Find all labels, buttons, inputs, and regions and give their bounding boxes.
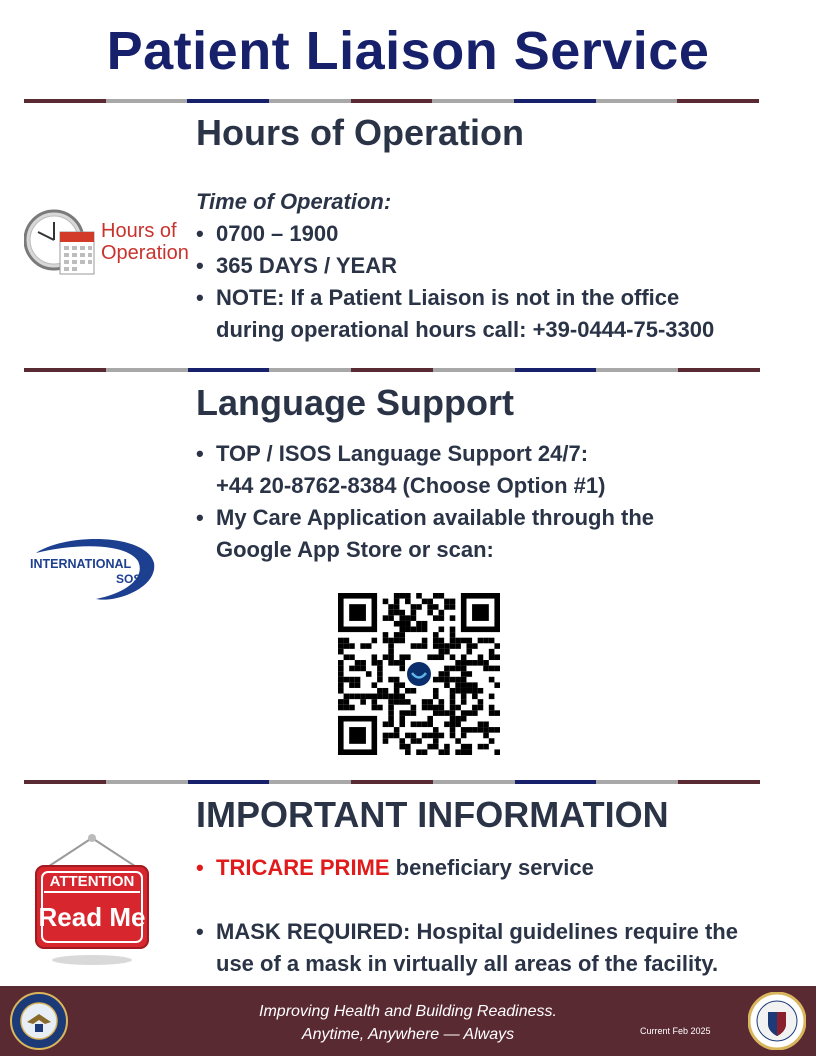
divider-segment — [432, 99, 514, 103]
dha-seal-graphic — [748, 992, 806, 1050]
attention-sign-icon — [30, 832, 154, 966]
divider-segment — [596, 99, 678, 103]
logo-text-line1: INTERNATIONAL — [30, 557, 132, 571]
beneficiary-service-text: beneficiary service — [389, 855, 594, 880]
divider-segment — [515, 368, 597, 372]
defense-health-agency-seal-icon — [748, 992, 806, 1050]
divider-segment — [678, 780, 760, 784]
divider-segment — [187, 99, 269, 103]
attention-sign-top-text: ATTENTION — [49, 873, 135, 890]
important-heading: IMPORTANT INFORMATION — [196, 794, 669, 835]
section-divider — [24, 780, 760, 784]
my-care-text: My Care Application available through the — [216, 505, 655, 530]
bullet-dot: • — [196, 221, 204, 246]
my-care-continuation: Google App Store or scan: — [216, 537, 494, 562]
divider-segment — [596, 368, 678, 372]
hours-days-text: 365 DAYS / YEAR — [216, 253, 397, 278]
bullet-dot: • — [196, 285, 204, 310]
divider-segment — [188, 780, 270, 784]
divider-segment — [106, 368, 188, 372]
footer-tagline-line1: Improving Health and Building Readiness. — [259, 1003, 557, 1020]
time-of-operation-subheading: Time of Operation: — [196, 189, 392, 214]
divider-segment — [24, 780, 106, 784]
page-title: Patient Liaison Service — [106, 21, 710, 81]
list-item — [196, 282, 796, 346]
divider-segment — [678, 368, 760, 372]
hours-note-continuation: during operational hours call: +39-0444-75-3300 — [216, 317, 715, 342]
hanging-sign-icon — [30, 832, 154, 966]
mask-required-continuation: use of a mask in virtually all areas of the facility. — [216, 951, 719, 976]
isos-support-text: TOP / ISOS Language Support 24/7: — [216, 441, 589, 466]
list-item — [196, 916, 796, 980]
hours-of-operation-icon — [24, 202, 189, 280]
divider-segment — [515, 780, 597, 784]
list-item — [196, 502, 796, 566]
qr-code-graphic — [338, 593, 500, 755]
bullet-dot: • — [196, 919, 204, 944]
divider-segment — [351, 780, 433, 784]
divider-segment — [269, 368, 351, 372]
divider-segment — [433, 780, 515, 784]
divider-segment — [351, 368, 433, 372]
hours-details — [196, 186, 796, 346]
section-divider — [24, 368, 760, 372]
divider-segment — [677, 99, 759, 103]
hours-icon-label-line1: Hours of — [101, 220, 177, 242]
language-details — [196, 438, 796, 566]
isos-phone-text: +44 20-8762-8384 (Choose Option #1) — [216, 473, 606, 498]
important-details — [196, 852, 796, 980]
divider-segment — [106, 780, 188, 784]
footer-tagline-line2: Anytime, Anywhere — Always — [301, 1026, 515, 1043]
hours-heading: Hours of Operation — [196, 112, 525, 153]
divider-segment — [24, 368, 106, 372]
divider-segment — [106, 99, 188, 103]
divider-segment — [188, 368, 270, 372]
divider-segment — [351, 99, 433, 103]
divider-segment — [24, 99, 106, 103]
hours-time-text: 0700 – 1900 — [216, 221, 339, 246]
mask-required-text: MASK REQUIRED: Hospital guidelines require the — [216, 919, 738, 944]
bullet-dot: • — [196, 253, 204, 278]
hours-note-text: NOTE: If a Patient Liaison is not in the office — [216, 285, 680, 310]
qr-code-icon[interactable] — [338, 593, 500, 755]
bullet-dot: • — [196, 855, 204, 880]
list-item — [196, 250, 796, 282]
language-heading: Language Support — [196, 382, 514, 423]
footer-bar — [0, 986, 816, 1056]
tricare-prime-text: TRICARE PRIME — [216, 855, 390, 880]
divider-segment — [269, 780, 351, 784]
bullet-dot: • — [196, 505, 204, 530]
hours-icon-label-line2: Operation — [101, 242, 189, 264]
bullet-dot: • — [196, 441, 204, 466]
divider-segment — [596, 780, 678, 784]
current-date-label: Current Feb 2025 — [640, 1026, 711, 1036]
divider-segment — [433, 368, 515, 372]
attention-sign-bottom-text: Read Me — [38, 902, 146, 932]
divider-segment — [269, 99, 351, 103]
list-item — [196, 218, 796, 250]
divider-segment — [514, 99, 596, 103]
list-item — [196, 852, 796, 884]
list-item — [196, 438, 796, 502]
logo-text-line2: SOS — [116, 572, 142, 586]
international-sos-logo — [26, 533, 158, 603]
section-divider — [24, 99, 759, 103]
